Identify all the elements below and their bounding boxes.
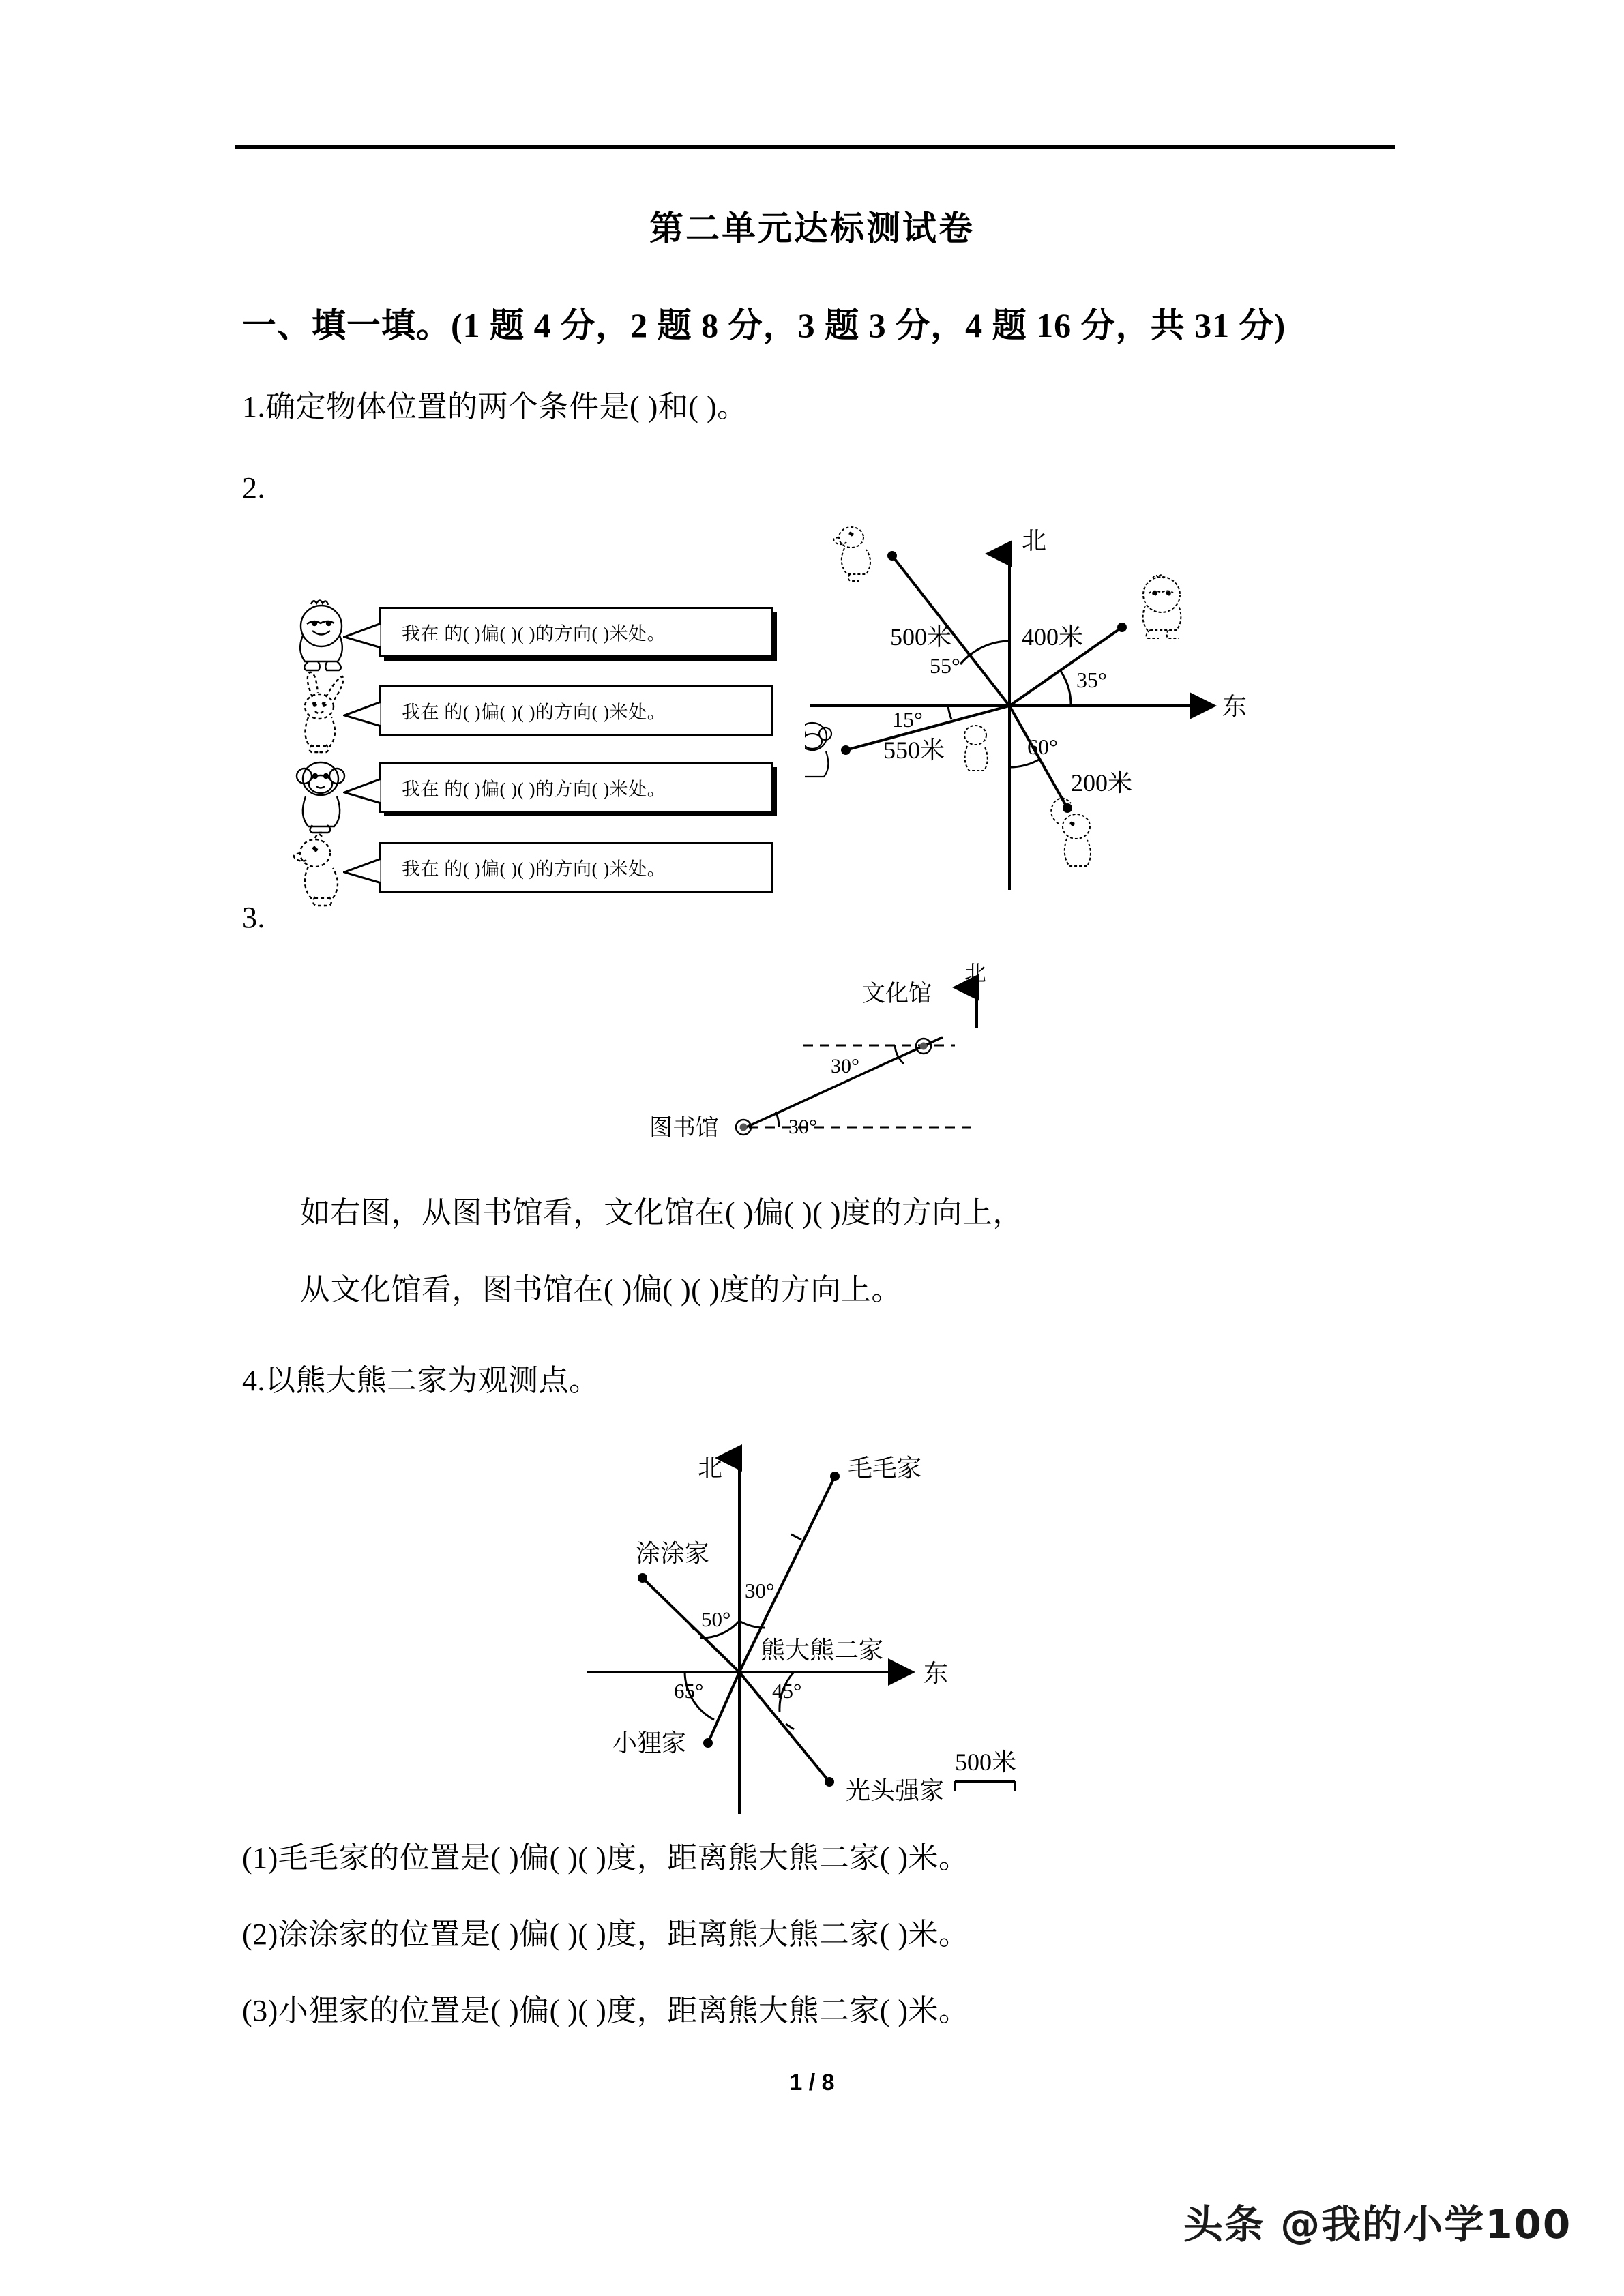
svg-text:北: 北 (698, 1455, 723, 1482)
question-1-text: 1.确定物体位置的两个条件是( )和( )。 (242, 390, 748, 423)
svg-text:北: 北 (964, 961, 987, 985)
svg-text:60°: 60° (1027, 734, 1058, 759)
svg-text:光头强家: 光头强家 (846, 1777, 945, 1804)
section-heading: 一、填一填。(1 题 4 分，2 题 8 分，3 题 3 分，4 题 16 分，共 31 分) (242, 306, 1286, 344)
svg-text:北: 北 (1022, 527, 1047, 554)
speech-bubble-3-text: 我在 的( )偏( )( )的方向( )米处。 (402, 779, 666, 800)
question-4-sub-3: (3)小狸家的位置是( )偏( )( )度，距离熊大熊二家( )米。 (242, 1994, 969, 2027)
svg-text:30°: 30° (788, 1116, 817, 1138)
svg-text:50°: 50° (701, 1607, 731, 1631)
svg-text:文化馆: 文化馆 (862, 981, 932, 1007)
watermark-label: 头条 @我的小学100 (1183, 2201, 1572, 2248)
speech-bubble-1-tail (343, 619, 381, 652)
header-rule (235, 145, 1395, 149)
svg-text:45°: 45° (772, 1679, 802, 1703)
monkey-figure-2 (805, 723, 831, 777)
svg-text:涂涂家: 涂涂家 (636, 1540, 710, 1567)
speech-bubble-1-text: 我在 的( )偏( )( )的方向( )米处。 (402, 623, 666, 644)
page-title: 第二单元达标测试卷 (649, 209, 975, 248)
svg-text:550米: 550米 (883, 736, 945, 764)
question-4-sub-2: (2)涂涂家的位置是( )偏( )( )度，距离熊大熊二家( )米。 (242, 1918, 969, 1951)
svg-text:熊大熊二家: 熊大熊二家 (761, 1637, 884, 1664)
question-4-sub-1: (1)毛毛家的位置是( )偏( )( )度，距离熊大熊二家( )米。 (242, 1841, 969, 1875)
svg-text:55°: 55° (930, 653, 960, 678)
question-2-compass-diagram (805, 518, 1282, 890)
center-critter (964, 726, 988, 771)
svg-text:30°: 30° (745, 1579, 775, 1602)
speech-bubble-4-text: 我在 的( )偏( )( )的方向( )米处。 (402, 859, 666, 880)
speech-bubble-4-tail (343, 854, 381, 887)
svg-text:500米: 500米 (954, 1748, 1017, 1776)
question-4-compass-diagram (587, 1405, 1064, 1814)
duck-figure-2 (833, 527, 870, 581)
bird-figure-2 (1143, 575, 1181, 638)
speech-bubble-3 (379, 762, 773, 813)
svg-text:30°: 30° (831, 1055, 859, 1077)
svg-text:500米: 500米 (890, 623, 952, 651)
svg-text:35°: 35° (1076, 668, 1107, 692)
svg-text:东: 东 (924, 1660, 949, 1687)
svg-text:东: 东 (1222, 693, 1247, 720)
svg-text:毛毛家: 毛毛家 (848, 1455, 922, 1482)
svg-text:65°: 65° (674, 1679, 704, 1703)
speech-bubble-2-tail (343, 698, 381, 730)
question-3-line-2: 从文化馆看，图书馆在( )偏( )( )度的方向上。 (300, 1273, 902, 1307)
speech-bubble-3-tail (343, 775, 381, 807)
svg-text:200米: 200米 (1071, 769, 1133, 796)
speech-bubble-2-text: 我在 的( )偏( )( )的方向( )米处。 (402, 702, 666, 723)
svg-text:15°: 15° (892, 707, 923, 732)
question-2-number: 2. (242, 471, 265, 505)
speech-bubble-1 (379, 607, 773, 657)
question-4-prompt: 4.以熊大熊二家为观测点。 (242, 1364, 600, 1397)
question-3-line-1: 如右图，从图书馆看，文化馆在( )偏( )( )度的方向上， (300, 1196, 1023, 1229)
question-3-number: 3. (242, 901, 265, 934)
speech-bubble-4 (379, 842, 773, 893)
question-3-diagram (587, 948, 1009, 1152)
speech-bubble-2 (379, 685, 773, 736)
page-number: 1 / 8 (789, 2070, 835, 2096)
svg-text:图书馆: 图书馆 (649, 1116, 719, 1141)
svg-text:400米: 400米 (1022, 623, 1084, 651)
svg-text:小狸家: 小狸家 (612, 1729, 687, 1757)
